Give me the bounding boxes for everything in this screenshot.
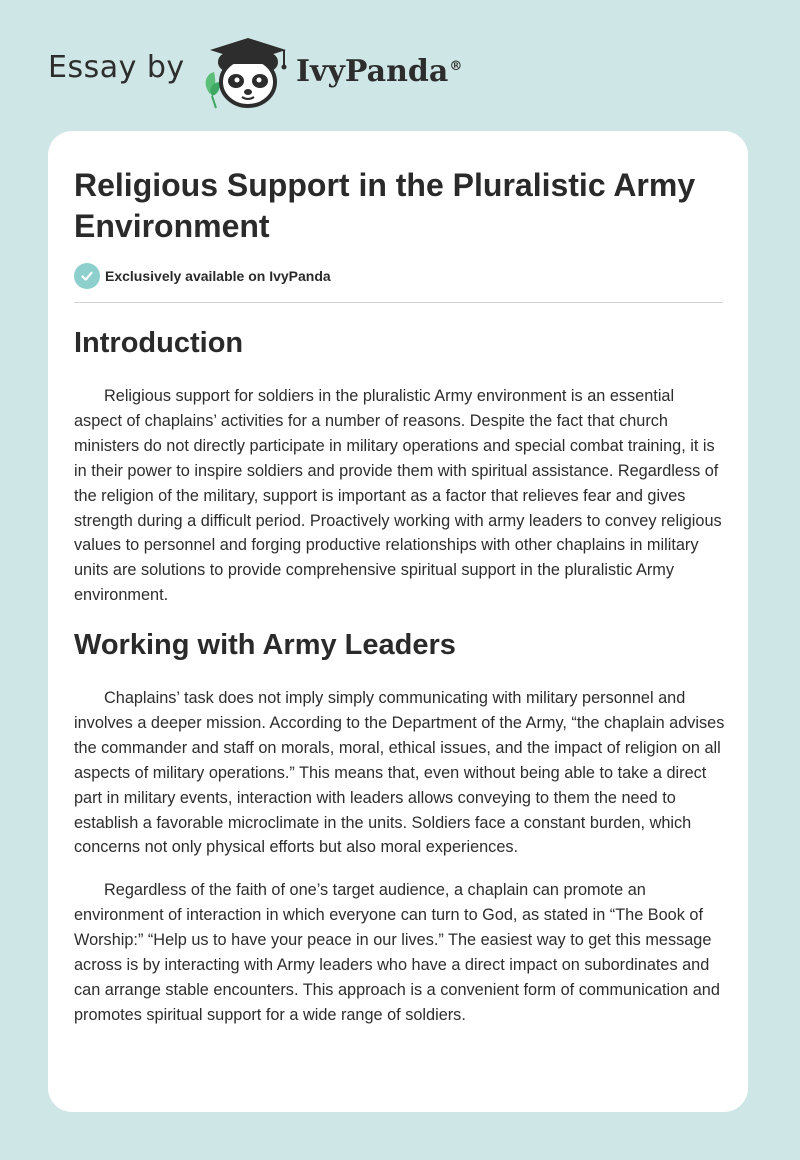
section-heading-introduction: Introduction — [74, 327, 244, 359]
site-header — [0, 0, 800, 130]
check-icon — [74, 263, 100, 289]
paragraph: Chaplains’ task does not imply simply communicating with military personnel and involves a deeper mission. According to the Department of the Army, “the chaplain advises the commander and staff on morals, moral, ethical issues, and the impact of religion on all aspects of military operations.” This means that, even without being able to take a direct part in military events, interaction with leaders allows conveying to them the need to establish a favorable microclimate in the units. Soldiers face a constant burden, which concerns not only physical efforts but also moral experiences. — [74, 689, 725, 857]
exclusive-label: Exclusively available on IvyPanda — [105, 268, 331, 284]
brand-name[interactable] — [296, 54, 462, 89]
exclusive-notice — [74, 262, 331, 290]
essay-by-label: Essay by — [48, 50, 185, 85]
essay-card — [48, 131, 748, 1112]
registered-mark: ® — [449, 59, 463, 74]
panda-logo-icon[interactable] — [200, 34, 296, 110]
section-heading-working-with-army-leaders: Working with Army Leaders — [74, 629, 456, 661]
paragraph: Regardless of the faith of one’s target audience, a chaplain can promote an environment of interaction in which everyone can turn to God, as stated in “The Book of Worship:” “Help us to have your peace in our lives.” The easiest way to get this message across is by interacting with Army leaders who have a direct impact on subordinates and can arrange stable encounters. This approach is a convenient form of communication and promotes spiritual support for a wide range of soldiers. — [74, 881, 720, 1024]
brand-name-text: IvyPanda — [296, 54, 449, 89]
paragraph: Religious support for soldiers in the pluralistic Army environment is an essential aspect of chaplains’ activities for a number of reasons. Despite the fact that church ministers do not directly participate in military operations and special combat training, it is in their power to inspire soldiers and provide them with spiritual assistance. Regardless of the religion of the military, support is important as a factor that relieves fear and gives strength during a difficult period. Proactively working with army leaders to convey religious values to personnel and forging productive relationships with other chaplains in military units are solutions to provide comprehensive spiritual support in the pluralistic Army environment. — [74, 387, 722, 605]
essay-title: Religious Support in the Pluralistic Army Environment — [74, 167, 696, 244]
divider — [74, 302, 723, 303]
